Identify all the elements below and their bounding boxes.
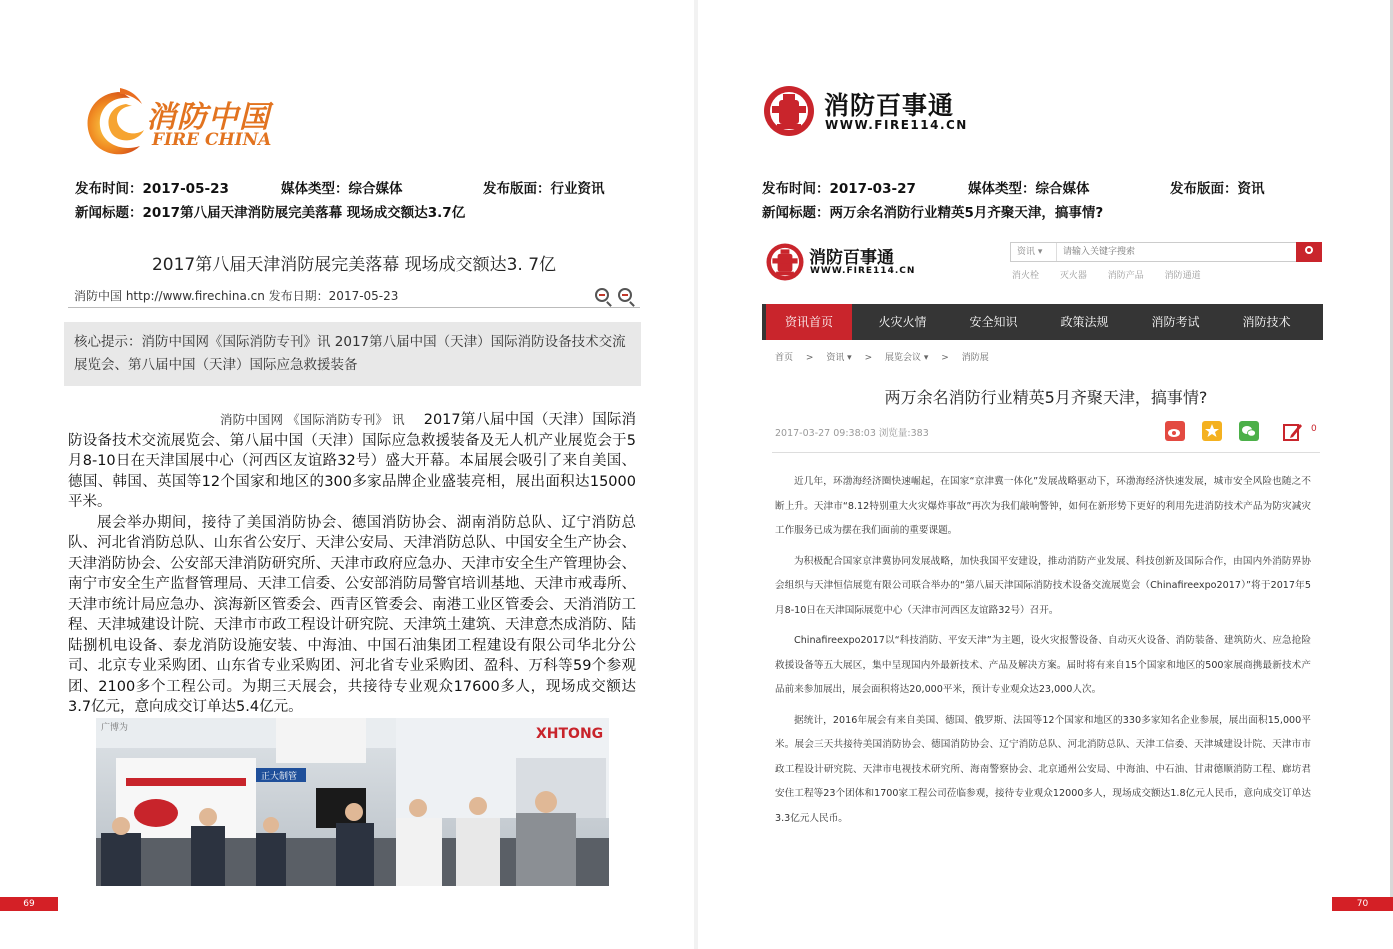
left-source-bar [68, 284, 640, 308]
breadcrumb [775, 350, 999, 363]
breadcrumb-separator: > [805, 353, 814, 363]
search-icon [1305, 246, 1313, 254]
expo-photo-illustration [96, 718, 609, 886]
left-source-inline: 消防中国网 《国际消防专刊》 讯 [220, 412, 405, 427]
nav-item-exam[interactable]: 消防考试 [1151, 315, 1200, 329]
right-page-number: 70 [1332, 897, 1393, 911]
breadcrumb-home[interactable]: 首页 [775, 353, 794, 363]
breadcrumb-separator: > [941, 353, 949, 363]
right-headline: 新闻标题：两万余名消防行业精英5月齐聚天津，搞事情? [762, 205, 1104, 221]
right-paragraph: 为积极配合国家京津冀协同发展战略，加快我国平安建设，推动消防产业发展、科技创新及国际合作，由国内外消防界协会组织与天津恒信展览有限公司联合举办的“第八届天津国际消防技术设备交流展览会（Chinafireexpo2017）”将于2017年5月8-10日在天津国际展览中心（天津市河西区友谊路32号）召开。 [775, 555, 1311, 616]
weibo-share-icon[interactable] [1165, 421, 1185, 441]
hot-links [1012, 268, 1219, 281]
nav-item-policy[interactable]: 政策法规 [1060, 315, 1109, 329]
right-section: 发布版面：资讯 [1170, 181, 1265, 197]
breadcrumb-current[interactable]: 消防展 [961, 353, 989, 363]
right-divider [772, 452, 1320, 453]
favorite-star-icon[interactable] [1202, 421, 1222, 441]
photo-booth-sign: 正大制管 [261, 772, 298, 782]
fire-china-logo-en: FIRE CHINA [152, 130, 272, 150]
fire-china-logo [80, 86, 280, 160]
breadcrumb-expo[interactable]: 展览会议 ▾ [885, 353, 929, 363]
breadcrumb-news[interactable]: 资讯 ▾ [826, 353, 852, 363]
site-logo-url: WWW.FIRE114.CN [810, 266, 916, 276]
site-navbar [762, 304, 1323, 340]
search-category-select[interactable]: 资讯 ▾ [1011, 243, 1057, 261]
right-publish-time: 发布时间：2017-03-27 [762, 181, 916, 197]
left-summary: 核心提示：消防中国网《国际消防专刊》讯 2017第八届中国（天津）国际消防设备技术交流展览会、第八届中国（天津）国际应急救援装备 [64, 322, 641, 386]
left-paragraph-2: 展会举办期间，接待了美国消防协会、德国消防协会、湖南消防总队、辽宁消防总队、河北省消防总队、山东省公安厅、天津公安局、天津消防总队、中国安全生产协会、天津消防协会、公安部天津消防研究所、天津市政府应急办、天津市安全生产管理协会、南宁市安全生产监督管理局、天津工信委、公安部消防局警官培训基地、天津市戒毒所、天津市统计局应急办、滨海新区管委会、西青区管委会、南港工业区管委会、天消消防工程、天津城建设计院、天津市市政工程设计研究院、天津筑土建筑、天津意杰成消防、陆陆捌机电设备、泰龙消防设施安装、中海油、中国石油集团工程建设有限公司华北分公司、北京专业采购团、山东省专业采购团、河北省专业采购团、盈科、万科等59个参观团、2100多个工程公司。为期三天展会，共接待专业观众17600多人，现场成交额达3.7亿元，意向成交订单达5.4亿元。 [68, 514, 636, 715]
hot-link[interactable]: 消防产品 [1107, 271, 1144, 281]
site-logo-text: 消防百事通 [809, 248, 894, 268]
left-paragraph-1 [68, 410, 636, 513]
left-headline: 新闻标题：2017第八届天津消防展完美落幕 现场成交额达3.7亿 [75, 205, 466, 221]
left-source-line: 消防中国 http://www.firechina.cn 发布日期：2017-05-23 [74, 289, 399, 303]
zoom-in-icon[interactable] [595, 288, 609, 302]
left-paragraph-1-text: 2017第八届中国（天津）国际消防设备技术交流展览会、第八届中国（天津）国际应急救援装备及无人机产业展览会于5月8-10日在天津国展中心（河西区友谊路32号）盛大开幕。本届展会吸引了来自美国、德国、韩国、英国等12个国家和地区的300多家品牌企业盛装亮相，展出面积达15000平米。 [68, 412, 637, 510]
right-media-type: 媒体类型：综合媒体 [968, 181, 1090, 197]
fire-hydrant-logo-icon [762, 84, 816, 138]
photo-guangbo-sign: 广博为 [101, 723, 129, 733]
fire114-logo-url: WWW.FIRE114.CN [825, 118, 968, 132]
search-button[interactable] [1296, 242, 1322, 262]
left-section: 发布版面：行业资讯 [483, 181, 605, 197]
left-publish-time: 发布时间：2017-05-23 [75, 181, 229, 197]
right-paragraph: 近几年，环渤海经济圈快速崛起，在国家“京津冀一体化”发展战略驱动下，环渤海经济快速发展，城市安全风险也随之不断上升。天津市“8.12特别重大火灾爆炸事故”再次为我们敲响警钟，如何在新形势下更好的利用先进消防技术产品为防灾减灾工作服务已成为摆在我们面前的重要课题。 [775, 476, 1311, 536]
comment-count: 0 [1311, 424, 1317, 434]
nav-item-home[interactable]: 资讯首页 [766, 304, 852, 340]
zoom-out-icon[interactable] [618, 288, 632, 302]
fire114-logo-text: 消防百事通 [824, 91, 955, 120]
site-search-box [1010, 242, 1322, 262]
fire-china-logo-text: 消防中国 [146, 100, 270, 135]
right-article-body [775, 470, 1311, 837]
wechat-share-icon[interactable] [1239, 421, 1259, 441]
nav-item-tech[interactable]: 消防技术 [1242, 315, 1291, 329]
hot-link[interactable]: 消火栓 [1012, 271, 1040, 281]
nav-item-safety[interactable]: 安全知识 [969, 315, 1018, 329]
site-logo[interactable] [765, 242, 915, 282]
search-input[interactable] [1063, 243, 1293, 261]
right-paragraph: Chinafireexpo2017以“科技消防、平安天津”为主题，设火灾报警设备、自动灭火设备、消防装备、建筑防火、应急抢险救援设备等五大展区，集中呈现国内外最新技术、产品及解决方案。届时将有来自15个国家和地区的500家展商携最新技术产品前来参加展出，展会面积将达20,000平米，预计专业观众达23,000人次。 [775, 635, 1311, 695]
nav-item-fire[interactable]: 火灾火情 [878, 315, 927, 329]
photo-xhtong-sign: XHTONG [536, 726, 604, 742]
hot-link[interactable]: 消防通道 [1164, 271, 1201, 281]
expo-photo [96, 718, 609, 886]
breadcrumb-separator: > [864, 353, 873, 363]
fire114-logo [762, 84, 972, 140]
left-article-body [68, 410, 636, 718]
left-media-type: 媒体类型：综合媒体 [281, 181, 403, 197]
left-page-number: 69 [0, 897, 58, 911]
right-article-info: 2017-03-27 09:38:03 浏览量:383 [775, 428, 929, 439]
right-article-title: 两万余名消防行业精英5月齐聚天津，搞事情? [884, 388, 1208, 407]
left-article-title: 2017第八届天津消防展完美落幕 现场成交额达3. 7亿 [151, 255, 557, 275]
right-paragraph: 据统计，2016年展会有来自美国、德国、俄罗斯、法国等12个国家和地区的330多家知名企业参展，展出面积15,000平米。展会三天共接待美国消防协会、德国消防协会、辽宁消防总队、河北消防总队、天津工信委、天津城建设计院、天津市市政工程设计研究院、天津市电视技术研究所、海南警察协会、北京通州公安局、中海油、中石油、甘肃德顺消防工程、廊坊君安住工程等23个团体和1700家工程公司莅临参观，接待专业观众12000多人，现场成交额达1.8亿元人民币，意向成交订单达3.3亿元人民币。 [775, 714, 1311, 824]
hot-link[interactable]: 灭火器 [1059, 271, 1087, 281]
site-hydrant-icon [765, 242, 805, 282]
comment-edit-icon[interactable] [1282, 421, 1302, 441]
